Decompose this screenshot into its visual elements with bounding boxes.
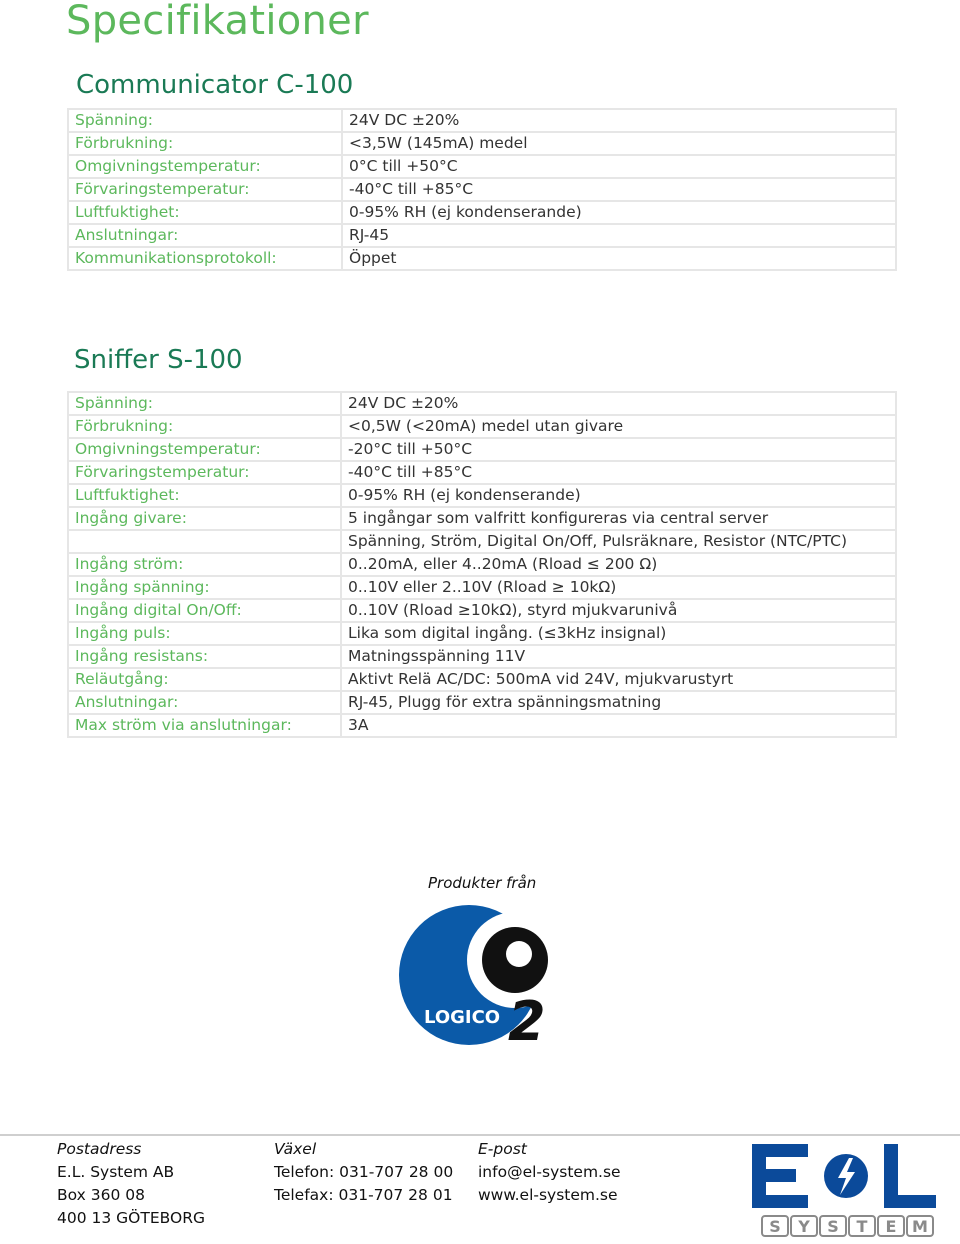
spec-row bbox=[68, 201, 896, 224]
spec-value: -40°C till +85°C bbox=[342, 178, 896, 201]
footer-postadress-line: E.L. System AB bbox=[57, 1163, 175, 1181]
spec-row bbox=[68, 622, 896, 645]
footer-postadress-line: 400 13 GÖTEBORG bbox=[57, 1209, 205, 1227]
spec-value: Spänning, Ström, Digital On/Off, Pulsräknare, Resistor (NTC/PTC) bbox=[341, 530, 896, 553]
spec-row bbox=[68, 392, 896, 415]
logico-text: LOGICO bbox=[424, 1007, 501, 1028]
spec-label: Spänning: bbox=[68, 109, 342, 132]
footer-vaxel-heading: Växel bbox=[274, 1140, 317, 1158]
spec-row bbox=[68, 576, 896, 599]
spec-value: Lika som digital ingång. (≤3kHz insignal) bbox=[341, 622, 896, 645]
spec-value: RJ-45, Plugg för extra spänningsmatning bbox=[341, 691, 896, 714]
spec-value: 3A bbox=[341, 714, 896, 737]
spec-row bbox=[68, 461, 896, 484]
spec-label: Anslutningar: bbox=[68, 224, 342, 247]
spec-label bbox=[68, 530, 341, 553]
footer-vaxel bbox=[274, 1138, 453, 1207]
sniffer-spec-table bbox=[67, 391, 897, 738]
sniffer-title: Sniffer S-100 bbox=[74, 345, 243, 375]
spec-label: Anslutningar: bbox=[68, 691, 341, 714]
spec-row bbox=[68, 553, 896, 576]
system-letter: E bbox=[885, 1217, 897, 1236]
footer-postadress bbox=[57, 1138, 205, 1230]
spec-row bbox=[68, 668, 896, 691]
page-title: Specifikationer bbox=[66, 0, 369, 44]
logico-ring-dot bbox=[506, 941, 532, 967]
spec-label: Kommunikationsprotokoll: bbox=[68, 247, 342, 270]
communicator-title: Communicator C-100 bbox=[76, 70, 354, 100]
el-system-logo bbox=[752, 1140, 940, 1240]
spec-value: 0-95% RH (ej kondenserande) bbox=[341, 484, 896, 507]
footer-vaxel-line: Telefax: 031-707 28 01 bbox=[274, 1186, 453, 1204]
logico-logo bbox=[392, 905, 572, 1050]
spec-value: 0..10V (Rload ≥10kΩ), styrd mjukvarunivå bbox=[341, 599, 896, 622]
spec-row bbox=[68, 178, 896, 201]
spec-value: Aktivt Relä AC/DC: 500mA vid 24V, mjukvarustyrt bbox=[341, 668, 896, 691]
spec-value: 24V DC ±20% bbox=[341, 392, 896, 415]
spec-value: -40°C till +85°C bbox=[341, 461, 896, 484]
spec-row bbox=[68, 132, 896, 155]
spec-label: Omgivningstemperatur: bbox=[68, 438, 341, 461]
spec-label: Luftfuktighet: bbox=[68, 484, 341, 507]
spec-label: Ingång puls: bbox=[68, 622, 341, 645]
spec-label: Förvaringstemperatur: bbox=[68, 178, 342, 201]
spec-row bbox=[68, 247, 896, 270]
spec-label: Ingång digital On/Off: bbox=[68, 599, 341, 622]
spec-value: 24V DC ±20% bbox=[342, 109, 896, 132]
spec-label: Omgivningstemperatur: bbox=[68, 155, 342, 178]
system-letter: M bbox=[912, 1217, 928, 1236]
el-logo-letter-l bbox=[884, 1144, 936, 1208]
spec-value: -20°C till +50°C bbox=[341, 438, 896, 461]
spec-row bbox=[68, 507, 896, 530]
system-letter: T bbox=[856, 1217, 868, 1236]
el-logo-letter-e bbox=[752, 1144, 808, 1208]
footer-postadress-line: Box 360 08 bbox=[57, 1186, 145, 1204]
footer-epost bbox=[478, 1138, 621, 1207]
spec-value: Matningsspänning 11V bbox=[341, 645, 896, 668]
footer-website-link[interactable]: www.el-system.se bbox=[478, 1186, 618, 1204]
spec-row bbox=[68, 224, 896, 247]
spec-value: 0..20mA, eller 4..20mA (Rload ≤ 200 Ω) bbox=[341, 553, 896, 576]
spec-row bbox=[68, 484, 896, 507]
spec-value: 0°C till +50°C bbox=[342, 155, 896, 178]
spec-label: Spänning: bbox=[68, 392, 341, 415]
spec-label: Ingång givare: bbox=[68, 507, 341, 530]
spec-row bbox=[68, 155, 896, 178]
spec-label: Reläutgång: bbox=[68, 668, 341, 691]
spec-value: 0..10V eller 2..10V (Rload ≥ 10kΩ) bbox=[341, 576, 896, 599]
spec-row bbox=[68, 714, 896, 737]
footer-postadress-heading: Postadress bbox=[57, 1140, 142, 1158]
spec-row bbox=[68, 599, 896, 622]
system-letter: S bbox=[827, 1217, 839, 1236]
communicator-spec-table bbox=[67, 108, 897, 271]
system-letter: Y bbox=[798, 1217, 810, 1236]
spec-label: Luftfuktighet: bbox=[68, 201, 342, 224]
spec-label: Förbrukning: bbox=[68, 415, 341, 438]
spec-value: <0,5W (<20mA) medel utan givare bbox=[341, 415, 896, 438]
spec-label: Max ström via anslutningar: bbox=[68, 714, 341, 737]
spec-label: Förbrukning: bbox=[68, 132, 342, 155]
produkter-fran-text: Produkter från bbox=[428, 874, 537, 892]
spec-row bbox=[68, 438, 896, 461]
spec-label: Ingång spänning: bbox=[68, 576, 341, 599]
spec-row bbox=[68, 415, 896, 438]
spec-row bbox=[68, 530, 896, 553]
spec-value: RJ-45 bbox=[342, 224, 896, 247]
spec-label: Förvaringstemperatur: bbox=[68, 461, 341, 484]
footer-email-link[interactable]: info@el-system.se bbox=[478, 1163, 621, 1181]
footer-vaxel-line: Telefon: 031-707 28 00 bbox=[274, 1163, 454, 1181]
spec-value: <3,5W (145mA) medel bbox=[342, 132, 896, 155]
spec-row bbox=[68, 109, 896, 132]
spec-row bbox=[68, 645, 896, 668]
spec-label: Ingång resistans: bbox=[68, 645, 341, 668]
footer-divider bbox=[0, 1134, 960, 1136]
footer-epost-heading: E-post bbox=[478, 1140, 527, 1158]
spec-row bbox=[68, 691, 896, 714]
logico-subscript: 2 bbox=[508, 990, 546, 1050]
system-letter: S bbox=[769, 1217, 781, 1236]
spec-value: 5 ingångar som valfritt konfigureras via central server bbox=[341, 507, 896, 530]
spec-value: Öppet bbox=[342, 247, 896, 270]
spec-label: Ingång ström: bbox=[68, 553, 341, 576]
spec-value: 0-95% RH (ej kondenserande) bbox=[342, 201, 896, 224]
